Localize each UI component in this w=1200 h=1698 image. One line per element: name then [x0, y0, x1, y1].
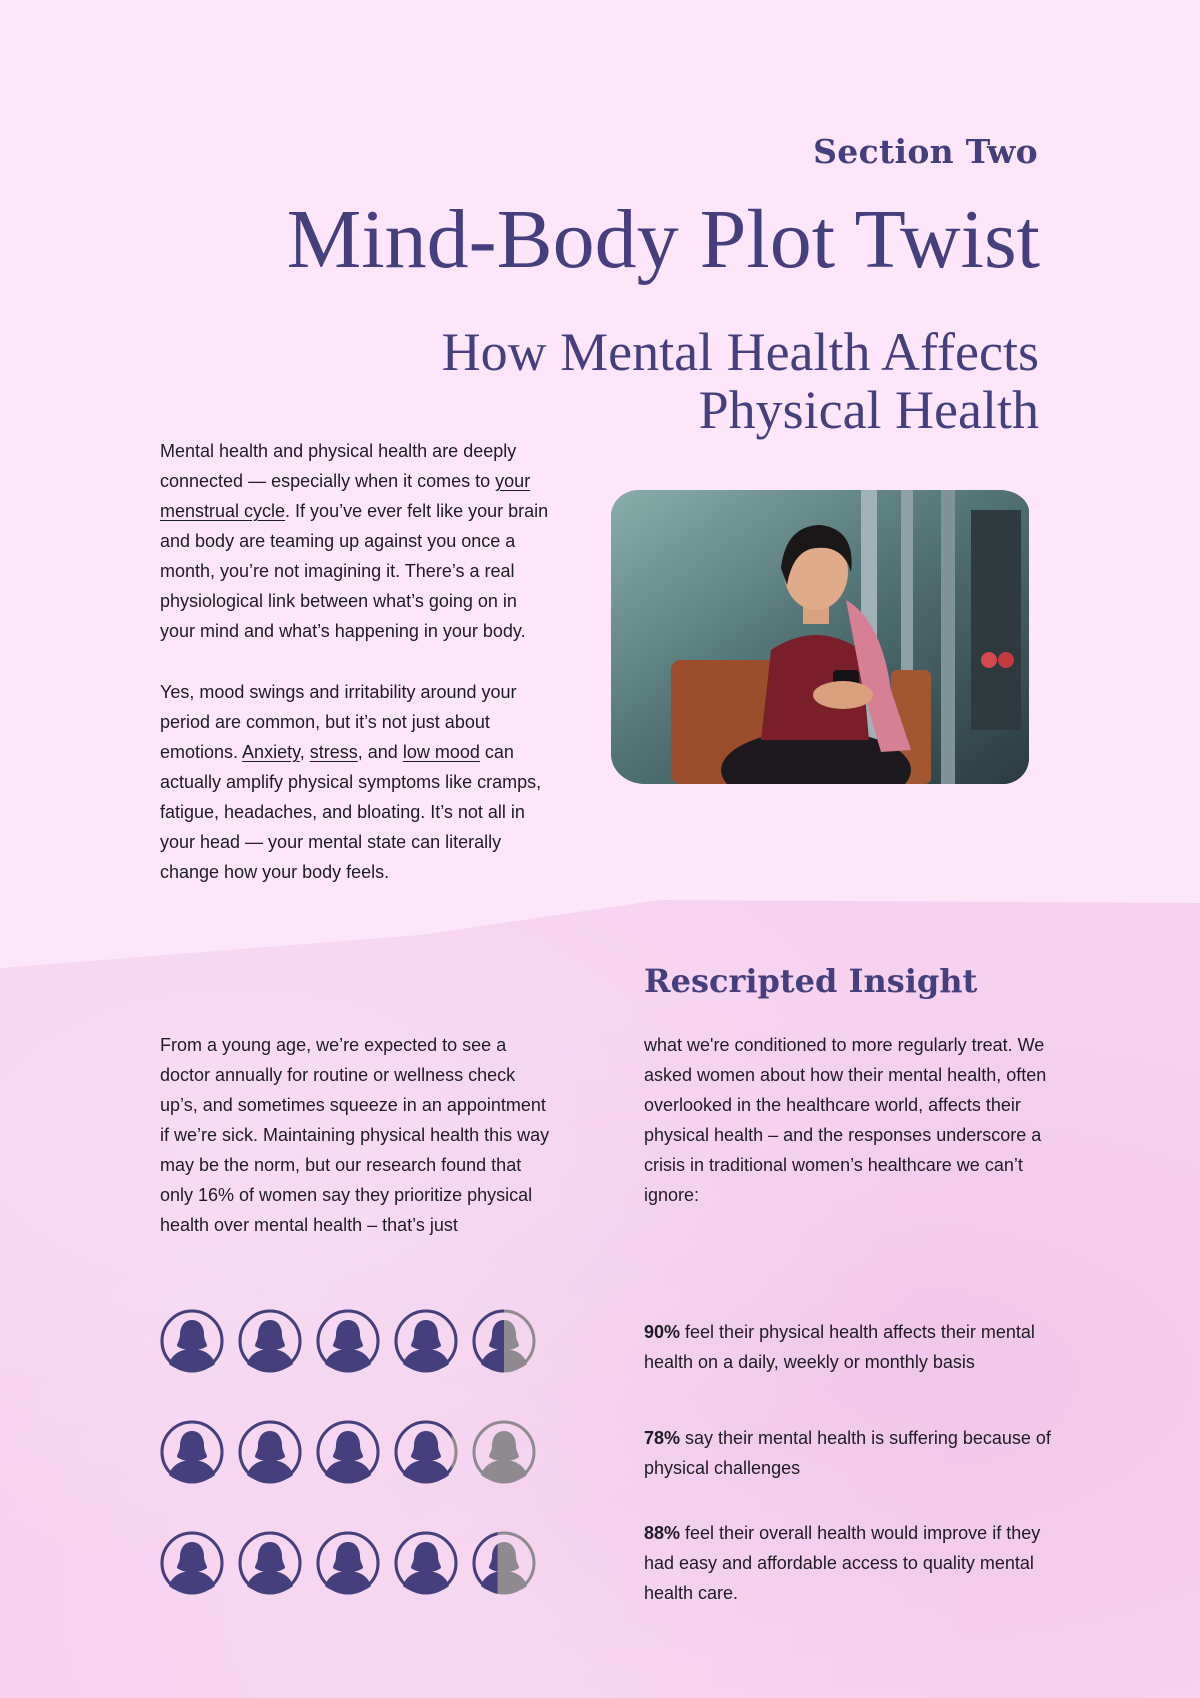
gym-photo: [611, 490, 1029, 784]
person-icon: [472, 1531, 536, 1595]
stat-text: feel their overall health would improve if they had easy and affordable access to quality mental health care.: [644, 1523, 1041, 1603]
person-icon: [316, 1420, 380, 1484]
page-title: Mind-Body Plot Twist: [286, 193, 1040, 286]
stat-item: [644, 1518, 1064, 1608]
person-icon: [316, 1531, 380, 1595]
person-icon: [238, 1420, 302, 1484]
stat-percent: 78%: [644, 1428, 681, 1448]
low-mood-link[interactable]: low mood: [402, 742, 480, 762]
page-subtitle: How Mental Health Affects Physical Health: [441, 322, 1039, 440]
intro-paragraph-1: Mental health and physical health are deeply connected — especially when it comes to your menstrual cycle. If you’ve ever felt like your brain and body are teaming up against you once a month, you’re not imagining it. There’s a real physiological link between what’s going on in your mind and what’s happening in your body.: [160, 441, 549, 641]
person-icon: [394, 1309, 458, 1373]
stat-percent: 90%: [644, 1322, 681, 1342]
person-icon: [238, 1309, 302, 1373]
stat-text: say their mental health is suffering because of physical challenges: [644, 1428, 1051, 1478]
insight-heading: Rescripted Insight: [644, 962, 978, 1000]
person-icon: [316, 1309, 380, 1373]
person-icon: [394, 1531, 458, 1595]
intro-paragraph-2: Yes, mood swings and irritability around your period are common, but it’s not just about emotions. Anxiety, stress, and low mood can actually amplify physical symptoms like cramps, fatigue, headaches, and bloating. It’s not all in your head — your mental state can literally change how your body feels.: [160, 682, 542, 882]
insight-right-text: what we're conditioned to more regularly treat. We asked women about how their mental health, often overlooked in the healthcare world, affects their physical health – and the responses underscore a crisis in traditional women’s healthcare we can’t ignore:: [644, 1035, 1047, 1205]
person-icon: [394, 1420, 458, 1484]
person-icon: [160, 1420, 224, 1484]
stat-item: [644, 1423, 1064, 1483]
person-icon: [160, 1309, 224, 1373]
person-icon: [472, 1309, 536, 1373]
stat-text: feel their physical health affects their mental health on a daily, weekly or monthly basis: [644, 1322, 1035, 1372]
stress-link[interactable]: stress: [309, 742, 358, 762]
person-icon: [472, 1420, 536, 1484]
woman-at-gym-illustration: [611, 490, 1029, 784]
stat-percent: 88%: [644, 1523, 681, 1543]
menstrual-cycle-link[interactable]: your menstrual cycle: [160, 471, 531, 521]
section-label: Section Two: [813, 132, 1038, 171]
anxiety-link[interactable]: Anxiety: [242, 742, 300, 762]
person-icon: [160, 1531, 224, 1595]
insight-left-text: From a young age, we’re expected to see a doctor annually for routine or wellness check up’s, and sometimes squeeze in an appointment if we’re sick. Maintaining physical health this way may be the norm, but our research found that only 16% of women say they prioritize physical health over mental health – that’s just: [160, 1035, 550, 1235]
person-icon: [238, 1531, 302, 1595]
stat-item: [644, 1317, 1064, 1377]
